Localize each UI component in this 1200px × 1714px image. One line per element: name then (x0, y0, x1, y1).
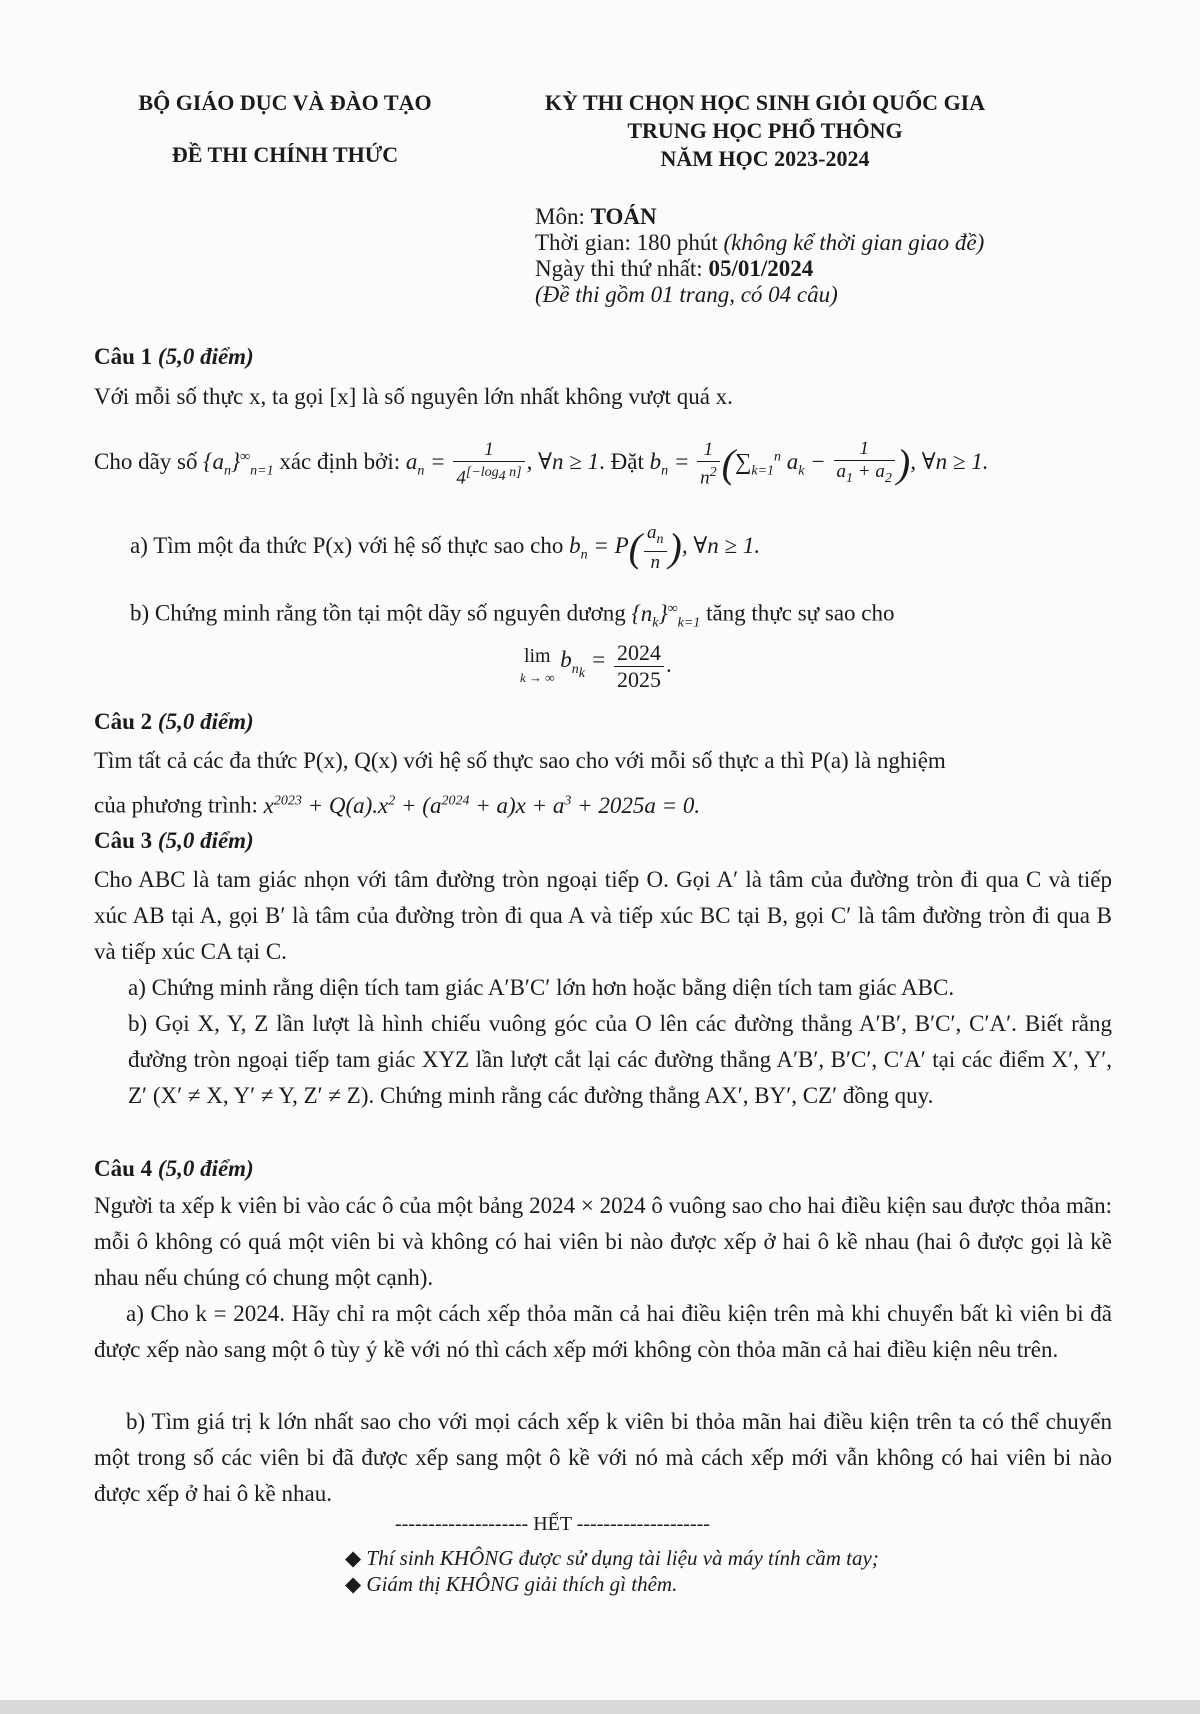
q2-title: Câu 2 (94, 709, 153, 734)
q1-part-a-text: a) Tìm một đa thức P(x) với hệ số thực sao cho (130, 533, 570, 559)
q4-points: (5,0 điểm) (157, 1156, 254, 1181)
note-2-text: Giám thị KHÔNG giải thích gì thêm. (366, 1572, 678, 1596)
q4-part-b: b) Tìm giá trị k lớn nhất sao cho với mọi cách xếp k viên bi thỏa mãn hai điều kiện trên ta có thể chuyển một trong số các viên bi đã được xếp sang một ô kề với nó mà cách xếp mới vẫn không có hai viên bi nào được xếp ở hai ô kề nhau. (94, 1409, 1112, 1506)
end-dash-right: -------------------- (576, 1513, 710, 1535)
q4-statement: Người ta xếp k viên bi vào các ô của một bảng 2024 × 2024 ô vuông sao cho hai điều kiện sau được thỏa mãn: mỗi ô không có quá một viên bi và không có hai viên bi nào được xếp ở hai ô kề nhau (hai ô được gọi là kề nhau nếu chúng có chung một cạnh). (94, 1193, 1112, 1290)
q1-part-b (130, 592, 895, 639)
seq-nk-symbol: $\{n_k\}^\infty_{k=1}$ (631, 600, 701, 631)
ministry-name: BỘ GIÁO DỤC VÀ ĐÀO TẠO (138, 90, 432, 115)
q2-points: (5,0 điểm) (157, 709, 254, 734)
q1-line2 (94, 438, 988, 490)
q3-statement: Cho ABC là tam giác nhọn với tâm đường tròn ngoại tiếp O. Gọi A′ là tâm của đường tròn đi qua C và tiếp xúc AB tại A, gọi B′ là tâm của đường tròn đi qua A và tiếp xúc BC tại B, gọi C′ là tâm đường tròn đi qua B và tiếp xúc CA tại C. (94, 867, 1112, 964)
subject-name: TOÁN (590, 204, 657, 229)
q4-heading (94, 1152, 254, 1185)
q2-line2-text: của phương trình: (94, 792, 264, 818)
bottom-band (0, 1700, 1200, 1714)
q1-line2-intro: Cho dãy số (94, 449, 204, 475)
q4-part-a: a) Cho k = 2024. Hãy chỉ ra một cách xếp thỏa mãn cả hai điều kiện trên mà khi chuyển bất kì viên bi đã được xếp nào sang một ô tùy ý kề với nó thì cách xếp mới không còn thỏa mãn cả hai điều kiện nêu trên. (94, 1301, 1112, 1362)
q1-title: Câu 1 (94, 344, 153, 369)
q2-line2 (94, 784, 700, 822)
formula-bn-poly: $b_n = P$( $\frac{a_n}{n}$ ), ∀n ≥ 1. (569, 522, 761, 573)
q2-equation: $x^{2023} + Q(a).x^2 + (a^{2024} + a)x + a^3 + 2025a = 0$. (263, 792, 701, 818)
bullet-icon: ◆ (345, 1572, 362, 1596)
note-2 (345, 1568, 677, 1601)
page-count-note: (Đề thi gồm 01 trang, có 04 câu) (535, 282, 838, 307)
time-label: Thời gian: 180 phút (535, 230, 724, 255)
q1-points: (5,0 điểm) (157, 344, 254, 369)
q1-line2-def: xác định bởi: (273, 449, 406, 475)
q2-heading (94, 705, 254, 738)
q1-line1: Với mỗi số thực x, ta gọi [x] là số nguyên lớn nhất không vượt quá x. (94, 384, 733, 409)
date-label: Ngày thi thứ nhất: (535, 256, 709, 281)
limit-denominator: 2025 (617, 667, 662, 692)
official-label: ĐỀ THI CHÍNH THỨC (171, 142, 399, 167)
limit-formula: lim k → ∞ $b_{n_k}$ = $\frac{2024}{2025}$ . (520, 640, 672, 692)
exam-level: TRUNG HỌC PHỔ THÔNG (627, 118, 903, 143)
exam-title: KỲ THI CHỌN HỌC SINH GIỎI QUỐC GIA (544, 90, 986, 115)
q1-part-b-text: b) Chứng minh rằng tồn tại một dãy số nguyên dương (130, 600, 632, 626)
subject-label: Môn: (535, 204, 591, 229)
q3-points: (5,0 điểm) (157, 828, 254, 853)
q4-title: Câu 4 (94, 1156, 153, 1181)
q3-heading (94, 824, 254, 857)
q2-line1: Tìm tất cả các đa thức P(x), Q(x) với hệ số thực sao cho với mỗi số thực a thì P(a) là nghiệm (94, 748, 946, 773)
seq-a-symbol: $\{a_n\}^\infty_{n=1}$ (203, 449, 274, 479)
q3-title: Câu 3 (94, 828, 153, 853)
time-note: (không kể thời gian giao đề) (723, 230, 985, 255)
q1-part-a (130, 522, 760, 574)
q1-part-b-end: tăng thực sự sao cho (700, 600, 895, 626)
q1-heading (94, 340, 254, 373)
q3-part-a: a) Chứng minh rằng diện tích tam giác A′B′C′ lớn hơn hoặc bằng diện tích tam giác ABC. (128, 975, 955, 1000)
formula-an: $a_n$ = $\frac{1}{4^{[-log_4 n]}}$ , ∀n ≥ 1 (405, 438, 600, 489)
end-text: HẾT (528, 1513, 577, 1535)
q3-part-b: b) Gọi X, Y, Z lần lượt là hình chiếu vuông góc của O lên các đường thẳng A′B′, B′C′, C′A′. Biết rằng đường tròn ngoại tiếp tam giác XYZ lần lượt cắt lại các đường thẳng A′B′, B′C′, C′A′ tại các điểm X′, Y′, Z′ (X′ ≠ X, Y′ ≠ Y, Z′ ≠ Z). Chứng minh rằng các đường thẳng AX′, BY′, CZ′ đồng quy. (128, 1011, 1112, 1108)
exam-year: NĂM HỌC 2023-2024 (660, 146, 870, 171)
end-dash-left: -------------------- (395, 1513, 529, 1535)
q1-line2-dat: . Đặt (599, 449, 650, 475)
exam-date: 05/01/2024 (708, 256, 814, 281)
bullet-icon: ◆ (345, 1546, 362, 1570)
end-marker (395, 1508, 710, 1541)
note-1-text: Thí sinh KHÔNG được sử dụng tài liệu và máy tính cầm tay; (366, 1546, 879, 1570)
formula-bn: $b_n$ = $\frac{1}{n^2}$ ($\sum_{k=1}^n$ $a_k$ − $\frac{1}{a_1 + a_2}$ ), ∀n ≥ 1. (649, 438, 989, 489)
limit-numerator: 2024 (614, 640, 664, 667)
